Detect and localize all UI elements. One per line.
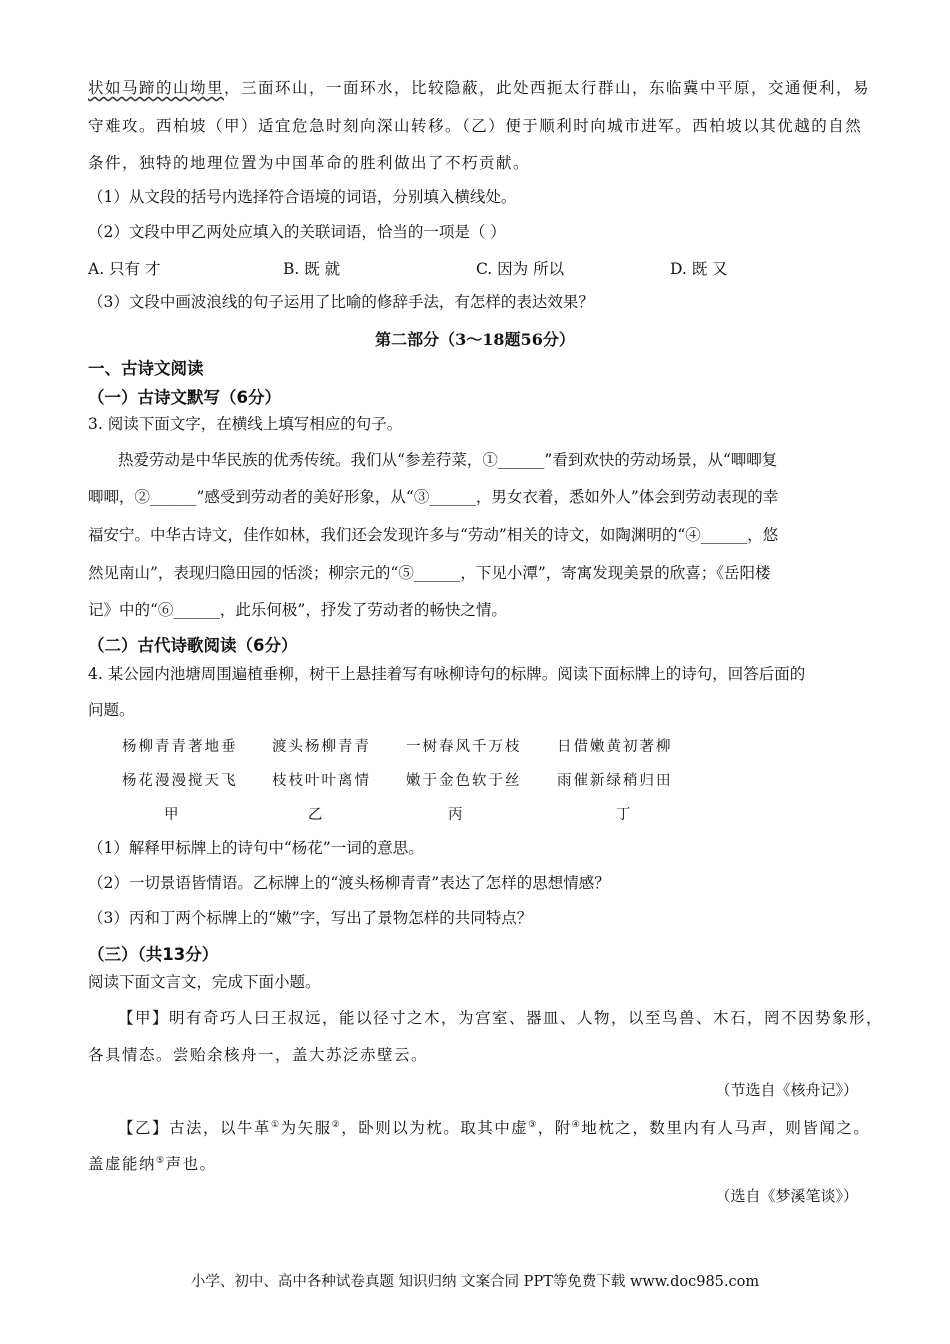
yi-line-2: 盖虚能纳⑤声也。 — [88, 1155, 217, 1174]
q3-line-1: 热爱劳动是中华民族的优秀传统。我们从“参差荇菜，①______”看到欢快的劳动场景，从“唧唧复 — [118, 451, 778, 469]
sign-bing-bottom: 嫩于金色软于丝 — [406, 773, 522, 789]
yi-line-1: 【乙】古法，以牛革①为矢服②，卧则以为枕。取其中虚③，附④地枕之，数里内有人马声，则皆闻之。 — [118, 1119, 871, 1138]
section1c-title: （三）（共13分） — [88, 945, 219, 964]
q4-sub3: （3）丙和丁两个标牌上的“嫩”字，写出了景物怎样的共同特点？ — [88, 909, 533, 927]
jia-source: （节选自《核舟记》） — [715, 1081, 858, 1099]
sign-yi-top: 渡头杨柳青青 — [272, 739, 371, 755]
section1a-title: （一）古诗文默写（6分） — [88, 388, 281, 407]
sign-yi-label: 乙 — [308, 807, 323, 823]
passage-line-1: 状如马蹄的山坳里，三面环山，一面环水，比较隐蔽，此处西扼太行群山，东临冀中平原，交通便利，易 — [88, 79, 871, 97]
jia-line-2: 各具情态。尝贻余核舟一，盖大苏泛赤壁云。 — [88, 1046, 429, 1064]
q4-sub1: （1）解释甲标牌上的诗句中“杨花”一词的意思。 — [88, 839, 424, 857]
sign-ding-label: 丁 — [616, 807, 631, 823]
sign-ding-top: 日借嫩黄初著柳 — [557, 739, 673, 755]
q2-sub2: （2）文段中甲乙两处应填入的关联词语，恰当的一项是（ ） — [88, 223, 506, 241]
q2-option-d: D. 既 又 — [670, 260, 728, 278]
q5-stem: 阅读下面文言文，完成下面小题。 — [88, 973, 321, 991]
sign-jia-bottom: 杨花漫漫搅天飞 — [122, 773, 238, 789]
q3-line-5: 记》中的“⑥______，此乐何极”，抒发了劳动者的畅快之情。 — [88, 601, 507, 619]
note-4: ④ — [571, 1120, 582, 1130]
sign-bing-top: 一树春风千万枝 — [406, 739, 522, 755]
q4-line-1: 4. 某公园内池塘周围遍植垂柳，树干上悬挂着写有咏柳诗句的标牌。阅读下面标牌上的诗句，回答后面的 — [88, 665, 806, 683]
sign-yi-bottom: 枝枝叶叶离情 — [272, 773, 371, 789]
passage-line-2: 守难攻。西柏坡（甲）适宜危急时刻向深山转移。（乙）便于顺利时向城市进军。西柏坡以其优越的自然 — [88, 117, 863, 135]
wavy-underlined-sentence: 状如马蹄的山坳里 — [88, 79, 225, 97]
section1-title: 一、古诗文阅读 — [88, 359, 204, 378]
part2-title: 第二部分（3～18题56分） — [375, 330, 575, 349]
sign-ding-bottom: 雨催新绿稍归田 — [557, 773, 673, 789]
q3-line-2: 唧唧，②______”感受到劳动者的美好形象，从“③______，男女衣着，悉如外人”体会到劳动表现的幸 — [88, 488, 779, 506]
q2-option-b: B. 既 就 — [283, 260, 341, 278]
note-5: ⑤ — [156, 1156, 166, 1166]
q2-option-c: C. 因为 所以 — [476, 260, 565, 278]
q3-line-3: 福安宁。中华古诗文，佳作如林，我们还会发现许多与“劳动”相关的诗文，如陶渊明的“④______，悠 — [88, 526, 779, 544]
note-2: ② — [331, 1120, 342, 1130]
sign-bing-label: 丙 — [448, 807, 463, 823]
sign-jia-label: 甲 — [164, 807, 179, 823]
note-3: ③ — [528, 1120, 538, 1130]
q4-sub2: （2）一切景语皆情语。乙标牌上的“渡头杨柳青青”表达了怎样的思想情感？ — [88, 874, 610, 892]
passage-line-3: 条件，独特的地理位置为中国革命的胜利做出了不朽贡献。 — [88, 154, 531, 172]
sign-jia-top: 杨柳青青著地垂 — [122, 739, 238, 755]
q3-line-4: 然见南山”，表现归隐田园的恬淡；柳宗元的“⑤______，下见小潭”，寄寓发现美景的欣喜；《岳阳楼 — [88, 564, 771, 582]
yi-source: （选自《梦溪笔谈》） — [715, 1187, 858, 1205]
note-1: ① — [271, 1120, 281, 1130]
jia-line-1: 【甲】明有奇巧人曰王叔远，能以径寸之木，为宫室、器皿、人物，以至鸟兽、木石，罔不因势象形， — [118, 1009, 884, 1027]
q2-sub1: （1）从文段的括号内选择符合语境的词语，分别填入横线处。 — [88, 188, 517, 206]
page-footer: 小学、初中、高中各种试卷真题 知识归纳 文案合同 PPT等免费下载 www.doc985.com — [190, 1274, 760, 1290]
q2-option-a: A. 只有 才 — [88, 260, 161, 278]
q2-sub3: （3）文段中画波浪线的句子运用了比喻的修辞手法，有怎样的表达效果？ — [88, 293, 594, 311]
section1b-title: （二）古代诗歌阅读（6分） — [88, 636, 298, 655]
q3-stem: 3. 阅读下面文字，在横线上填写相应的句子。 — [88, 415, 403, 433]
q4-line-2: 问题。 — [88, 701, 135, 719]
